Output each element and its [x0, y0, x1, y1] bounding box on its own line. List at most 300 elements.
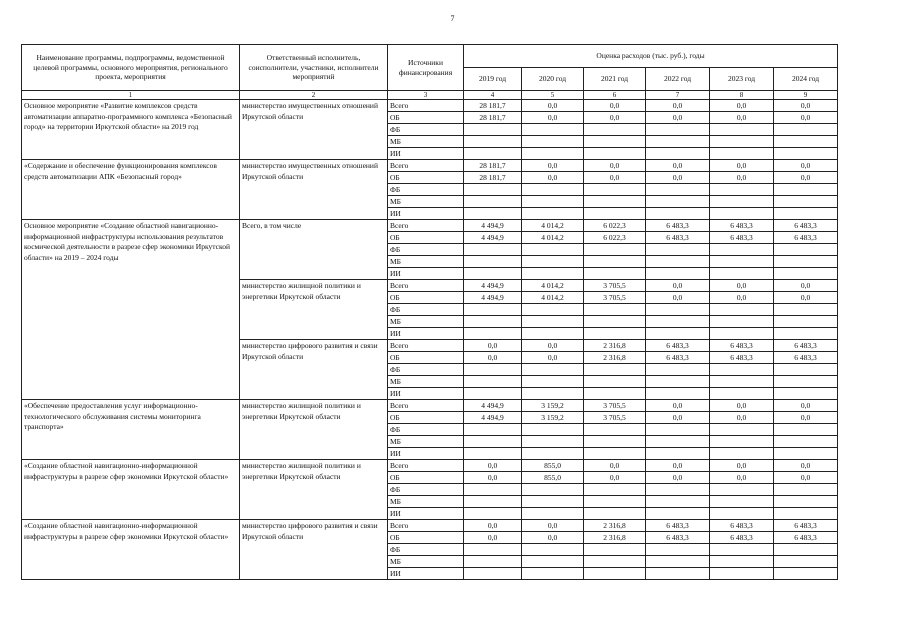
- amount-cell: [464, 304, 522, 316]
- amount-cell: [464, 496, 522, 508]
- amount-cell: [584, 436, 646, 448]
- amount-cell: [584, 136, 646, 148]
- amount-cell: 0,0: [646, 280, 710, 292]
- amount-cell: 6 483,3: [646, 520, 710, 532]
- activity-name: Основное мероприятие «Создание областной навигационно-информационной инфраструктуры использования результатов космической деятельности в разрезе сфер экономики Иркутской области» на 2019 – 2024 годы: [22, 220, 240, 400]
- funding-source: ОБ: [388, 412, 464, 424]
- executor-cell: министерство цифрового развития и связи Иркутской области: [240, 520, 388, 580]
- amount-cell: [464, 184, 522, 196]
- amount-cell: [522, 508, 584, 520]
- amount-cell: [710, 544, 774, 556]
- amount-cell: [710, 304, 774, 316]
- amount-cell: [710, 244, 774, 256]
- header-row: [22, 45, 838, 68]
- amount-cell: [710, 448, 774, 460]
- amount-cell: 6 483,3: [646, 232, 710, 244]
- amount-cell: [774, 328, 838, 340]
- amount-cell: [646, 148, 710, 160]
- amount-cell: [584, 208, 646, 220]
- amount-cell: [646, 316, 710, 328]
- amount-cell: 0,0: [646, 400, 710, 412]
- amount-cell: 4 494,9: [464, 292, 522, 304]
- amount-cell: [522, 304, 584, 316]
- executor-cell: министерство цифрового развития и связи Иркутской области: [240, 340, 388, 400]
- amount-cell: [522, 328, 584, 340]
- amount-cell: 2 316,8: [584, 532, 646, 544]
- amount-cell: [774, 196, 838, 208]
- amount-cell: [774, 496, 838, 508]
- amount-cell: [522, 136, 584, 148]
- amount-cell: 0,0: [646, 292, 710, 304]
- amount-cell: 4 014,2: [522, 292, 584, 304]
- amount-cell: [710, 568, 774, 580]
- executor-cell: министерство жилищной политики и энергетики Иркутской области: [240, 400, 388, 460]
- amount-cell: [522, 184, 584, 196]
- activity-name: Основное мероприятие «Развитие комплексов средств автоматизации аппаратно-программного комплекса «Безопасный город» на территории Иркутской области» на 2019 год: [22, 100, 240, 160]
- amount-cell: 6 022,3: [584, 220, 646, 232]
- amount-cell: [774, 568, 838, 580]
- amount-cell: [464, 484, 522, 496]
- amount-cell: [584, 268, 646, 280]
- amount-cell: 0,0: [774, 172, 838, 184]
- amount-cell: [646, 364, 710, 376]
- header-year: 2020 год: [522, 68, 584, 91]
- amount-cell: [464, 124, 522, 136]
- amount-cell: [774, 208, 838, 220]
- amount-cell: [710, 136, 774, 148]
- amount-cell: [464, 448, 522, 460]
- amount-cell: [584, 508, 646, 520]
- header-source: Источники финансирования: [388, 45, 464, 91]
- funding-source: МБ: [388, 556, 464, 568]
- amount-cell: [646, 436, 710, 448]
- amount-cell: 6 483,3: [774, 352, 838, 364]
- activity-name: «Создание областной навигационно-информационной инфраструктуры в разрезе сфер экономики Иркутской области»: [22, 520, 240, 580]
- amount-cell: 0,0: [522, 160, 584, 172]
- funding-source: ИИ: [388, 328, 464, 340]
- activity-name: «Создание областной навигационно-информационной инфраструктуры в разрезе сфер экономики Иркутской области»: [22, 460, 240, 520]
- amount-cell: 6 483,3: [710, 232, 774, 244]
- column-number: 5: [522, 91, 584, 100]
- amount-cell: 0,0: [464, 352, 522, 364]
- column-number: 8: [710, 91, 774, 100]
- amount-cell: 0,0: [774, 292, 838, 304]
- funding-source: ОБ: [388, 112, 464, 124]
- amount-cell: [646, 124, 710, 136]
- amount-cell: 3 705,5: [584, 400, 646, 412]
- amount-cell: [584, 196, 646, 208]
- funding-source: ОБ: [388, 352, 464, 364]
- amount-cell: 28 181,7: [464, 160, 522, 172]
- amount-cell: 4 494,9: [464, 412, 522, 424]
- amount-cell: [584, 424, 646, 436]
- executor-cell: министерство жилищной политики и энергетики Иркутской области: [240, 460, 388, 520]
- amount-cell: 2 316,8: [584, 340, 646, 352]
- amount-cell: [774, 556, 838, 568]
- funding-source: ИИ: [388, 568, 464, 580]
- amount-cell: 0,0: [522, 340, 584, 352]
- amount-cell: 855,0: [522, 472, 584, 484]
- amount-cell: 0,0: [522, 532, 584, 544]
- amount-cell: [464, 376, 522, 388]
- amount-cell: 6 483,3: [646, 532, 710, 544]
- amount-cell: [522, 568, 584, 580]
- amount-cell: [464, 148, 522, 160]
- amount-cell: [464, 508, 522, 520]
- amount-cell: [646, 484, 710, 496]
- header-executor: Ответственный исполнитель, соисполнители, участники, исполнители мероприятий: [240, 45, 388, 91]
- amount-cell: [710, 484, 774, 496]
- amount-cell: [646, 328, 710, 340]
- header-year: 2023 год: [710, 68, 774, 91]
- amount-cell: [774, 508, 838, 520]
- amount-cell: [710, 436, 774, 448]
- amount-cell: [584, 556, 646, 568]
- funding-source: МБ: [388, 196, 464, 208]
- funding-source: МБ: [388, 256, 464, 268]
- header-estimate: Оценка расходов (тыс. руб.), годы: [464, 45, 838, 68]
- funding-source: ОБ: [388, 292, 464, 304]
- amount-cell: [464, 556, 522, 568]
- funding-source: ФБ: [388, 544, 464, 556]
- amount-cell: 3 159,2: [522, 400, 584, 412]
- amount-cell: [710, 328, 774, 340]
- funding-source: ОБ: [388, 532, 464, 544]
- amount-cell: 0,0: [774, 100, 838, 112]
- amount-cell: [646, 136, 710, 148]
- amount-cell: [584, 364, 646, 376]
- funding-source: Всего: [388, 160, 464, 172]
- amount-cell: [584, 304, 646, 316]
- amount-cell: 4 494,9: [464, 220, 522, 232]
- funding-source: Всего: [388, 100, 464, 112]
- amount-cell: [522, 364, 584, 376]
- amount-cell: [646, 376, 710, 388]
- amount-cell: [522, 376, 584, 388]
- amount-cell: [464, 256, 522, 268]
- amount-cell: 0,0: [710, 412, 774, 424]
- amount-cell: 0,0: [774, 460, 838, 472]
- funding-source: ИИ: [388, 448, 464, 460]
- table-row: [22, 520, 838, 532]
- amount-cell: [464, 208, 522, 220]
- amount-cell: 6 483,3: [710, 220, 774, 232]
- amount-cell: [710, 556, 774, 568]
- funding-source: ФБ: [388, 364, 464, 376]
- funding-source: ФБ: [388, 304, 464, 316]
- amount-cell: [464, 544, 522, 556]
- amount-cell: [522, 436, 584, 448]
- budget-table: [21, 44, 838, 580]
- amount-cell: [774, 136, 838, 148]
- amount-cell: [584, 544, 646, 556]
- amount-cell: 3 159,2: [522, 412, 584, 424]
- amount-cell: 6 483,3: [710, 520, 774, 532]
- amount-cell: [646, 568, 710, 580]
- table-row: [22, 160, 838, 172]
- funding-source: ФБ: [388, 244, 464, 256]
- amount-cell: 4 014,2: [522, 232, 584, 244]
- amount-cell: [464, 364, 522, 376]
- amount-cell: 0,0: [774, 280, 838, 292]
- amount-cell: [584, 376, 646, 388]
- amount-cell: [584, 124, 646, 136]
- amount-cell: 6 483,3: [646, 220, 710, 232]
- amount-cell: 28 181,7: [464, 100, 522, 112]
- amount-cell: 4 494,9: [464, 400, 522, 412]
- amount-cell: 0,0: [464, 340, 522, 352]
- amount-cell: 0,0: [522, 112, 584, 124]
- header-name: Наименование программы, подпрограммы, ведомственной целевой программы, основного мероприятия, регионального проекта, мероприятия: [22, 45, 240, 91]
- amount-cell: [646, 304, 710, 316]
- amount-cell: 4 494,9: [464, 280, 522, 292]
- column-number: 3: [388, 91, 464, 100]
- amount-cell: [710, 148, 774, 160]
- amount-cell: [584, 496, 646, 508]
- amount-cell: 6 483,3: [774, 220, 838, 232]
- amount-cell: 6 483,3: [710, 340, 774, 352]
- funding-source: ФБ: [388, 424, 464, 436]
- amount-cell: 855,0: [522, 460, 584, 472]
- funding-source: МБ: [388, 496, 464, 508]
- amount-cell: [584, 568, 646, 580]
- amount-cell: [710, 268, 774, 280]
- amount-cell: 0,0: [584, 100, 646, 112]
- amount-cell: 6 483,3: [774, 520, 838, 532]
- amount-cell: 0,0: [710, 160, 774, 172]
- column-number: 9: [774, 91, 838, 100]
- amount-cell: [646, 196, 710, 208]
- amount-cell: 0,0: [584, 172, 646, 184]
- amount-cell: 0,0: [464, 520, 522, 532]
- executor-cell: министерство имущественных отношений Иркутской области: [240, 160, 388, 220]
- activity-name: «Содержание и обеспечение функционирования комплексов средств автоматизации АПК «Безопасный город»: [22, 160, 240, 220]
- amount-cell: 0,0: [646, 472, 710, 484]
- amount-cell: 0,0: [646, 172, 710, 184]
- executor-cell: министерство жилищной политики и энергетики Иркутской области: [240, 280, 388, 340]
- amount-cell: 0,0: [710, 280, 774, 292]
- amount-cell: [646, 508, 710, 520]
- amount-cell: [646, 556, 710, 568]
- header-year: 2019 год: [464, 68, 522, 91]
- amount-cell: 0,0: [584, 472, 646, 484]
- amount-cell: 0,0: [710, 112, 774, 124]
- amount-cell: [774, 376, 838, 388]
- amount-cell: [522, 316, 584, 328]
- funding-source: ФБ: [388, 184, 464, 196]
- funding-source: ФБ: [388, 124, 464, 136]
- funding-source: Всего: [388, 460, 464, 472]
- column-number: 6: [584, 91, 646, 100]
- amount-cell: [464, 196, 522, 208]
- amount-cell: 0,0: [646, 112, 710, 124]
- executor-cell: министерство имущественных отношений Иркутской области: [240, 100, 388, 160]
- amount-cell: 0,0: [522, 352, 584, 364]
- amount-cell: [710, 376, 774, 388]
- amount-cell: [584, 484, 646, 496]
- funding-source: МБ: [388, 136, 464, 148]
- amount-cell: [710, 496, 774, 508]
- amount-cell: [774, 484, 838, 496]
- column-number: 1: [22, 91, 240, 100]
- amount-cell: [646, 388, 710, 400]
- amount-cell: 0,0: [774, 412, 838, 424]
- amount-cell: [522, 148, 584, 160]
- amount-cell: [774, 184, 838, 196]
- amount-cell: 6 483,3: [774, 232, 838, 244]
- funding-source: ОБ: [388, 172, 464, 184]
- amount-cell: [522, 496, 584, 508]
- funding-source: Всего: [388, 340, 464, 352]
- amount-cell: [774, 148, 838, 160]
- amount-cell: [646, 184, 710, 196]
- amount-cell: 6 483,3: [710, 532, 774, 544]
- amount-cell: [522, 256, 584, 268]
- amount-cell: 0,0: [584, 112, 646, 124]
- amount-cell: [774, 448, 838, 460]
- amount-cell: [774, 364, 838, 376]
- amount-cell: [584, 256, 646, 268]
- amount-cell: 2 316,8: [584, 352, 646, 364]
- funding-source: Всего: [388, 520, 464, 532]
- amount-cell: [646, 208, 710, 220]
- amount-cell: [522, 448, 584, 460]
- funding-source: МБ: [388, 316, 464, 328]
- amount-cell: [774, 268, 838, 280]
- amount-cell: [710, 184, 774, 196]
- header-year: 2022 год: [646, 68, 710, 91]
- amount-cell: 0,0: [522, 520, 584, 532]
- amount-cell: [584, 388, 646, 400]
- amount-cell: [464, 244, 522, 256]
- amount-cell: [710, 124, 774, 136]
- table-row: [22, 460, 838, 472]
- amount-cell: [710, 364, 774, 376]
- funding-source: ИИ: [388, 388, 464, 400]
- amount-cell: 0,0: [464, 472, 522, 484]
- amount-cell: [584, 184, 646, 196]
- header-year: 2024 год: [774, 68, 838, 91]
- funding-source: ОБ: [388, 232, 464, 244]
- amount-cell: 0,0: [464, 460, 522, 472]
- amount-cell: [584, 148, 646, 160]
- executor-cell: Всего, в том числе: [240, 220, 388, 280]
- amount-cell: [710, 208, 774, 220]
- amount-cell: [646, 544, 710, 556]
- table-row: [22, 100, 838, 112]
- amount-cell: 0,0: [710, 400, 774, 412]
- amount-cell: [522, 268, 584, 280]
- amount-cell: 0,0: [464, 532, 522, 544]
- page-number: 7: [450, 14, 455, 23]
- amount-cell: [646, 496, 710, 508]
- table-row: [22, 220, 838, 232]
- amount-cell: 3 705,5: [584, 412, 646, 424]
- amount-cell: [710, 388, 774, 400]
- amount-cell: 28 181,7: [464, 112, 522, 124]
- funding-source: МБ: [388, 436, 464, 448]
- funding-source: ИИ: [388, 508, 464, 520]
- amount-cell: [774, 304, 838, 316]
- amount-cell: 0,0: [646, 100, 710, 112]
- amount-cell: [710, 508, 774, 520]
- amount-cell: [464, 328, 522, 340]
- table-row: [22, 400, 838, 412]
- funding-source: Всего: [388, 220, 464, 232]
- amount-cell: [774, 436, 838, 448]
- amount-cell: 0,0: [774, 400, 838, 412]
- amount-cell: 0,0: [646, 460, 710, 472]
- amount-cell: [464, 268, 522, 280]
- amount-cell: [522, 544, 584, 556]
- amount-cell: 6 483,3: [774, 532, 838, 544]
- amount-cell: 6 483,3: [646, 340, 710, 352]
- amount-cell: [522, 124, 584, 136]
- amount-cell: [522, 484, 584, 496]
- column-number: 4: [464, 91, 522, 100]
- amount-cell: [464, 568, 522, 580]
- funding-source: ИИ: [388, 208, 464, 220]
- column-number-row: [22, 91, 838, 100]
- amount-cell: 6 483,3: [774, 340, 838, 352]
- amount-cell: [646, 448, 710, 460]
- amount-cell: 0,0: [584, 160, 646, 172]
- amount-cell: [522, 388, 584, 400]
- amount-cell: [522, 424, 584, 436]
- amount-cell: [710, 256, 774, 268]
- amount-cell: [584, 448, 646, 460]
- amount-cell: 0,0: [522, 172, 584, 184]
- amount-cell: [646, 424, 710, 436]
- amount-cell: [464, 388, 522, 400]
- amount-cell: 6 483,3: [646, 352, 710, 364]
- amount-cell: [464, 424, 522, 436]
- amount-cell: 4 494,9: [464, 232, 522, 244]
- funding-source: ИИ: [388, 148, 464, 160]
- amount-cell: 28 181,7: [464, 172, 522, 184]
- amount-cell: [464, 316, 522, 328]
- amount-cell: [646, 256, 710, 268]
- funding-source: Всего: [388, 400, 464, 412]
- amount-cell: [774, 256, 838, 268]
- amount-cell: [584, 316, 646, 328]
- amount-cell: [774, 424, 838, 436]
- amount-cell: [464, 436, 522, 448]
- amount-cell: [464, 136, 522, 148]
- column-number: 2: [240, 91, 388, 100]
- amount-cell: 4 014,2: [522, 220, 584, 232]
- amount-cell: 0,0: [710, 100, 774, 112]
- funding-source: ОБ: [388, 472, 464, 484]
- amount-cell: 0,0: [710, 472, 774, 484]
- activity-name: «Обеспечение предоставления услуг информационно-технологического обслуживания системы мониторинга транспорта»: [22, 400, 240, 460]
- amount-cell: 6 022,3: [584, 232, 646, 244]
- amount-cell: 0,0: [710, 172, 774, 184]
- amount-cell: [774, 544, 838, 556]
- funding-source: МБ: [388, 376, 464, 388]
- amount-cell: 0,0: [522, 100, 584, 112]
- amount-cell: [774, 388, 838, 400]
- amount-cell: [646, 268, 710, 280]
- amount-cell: 0,0: [774, 112, 838, 124]
- table-body: [22, 100, 838, 580]
- amount-cell: [774, 244, 838, 256]
- amount-cell: [584, 244, 646, 256]
- amount-cell: 0,0: [774, 160, 838, 172]
- funding-source: ИИ: [388, 268, 464, 280]
- header-year: 2021 год: [584, 68, 646, 91]
- amount-cell: [710, 196, 774, 208]
